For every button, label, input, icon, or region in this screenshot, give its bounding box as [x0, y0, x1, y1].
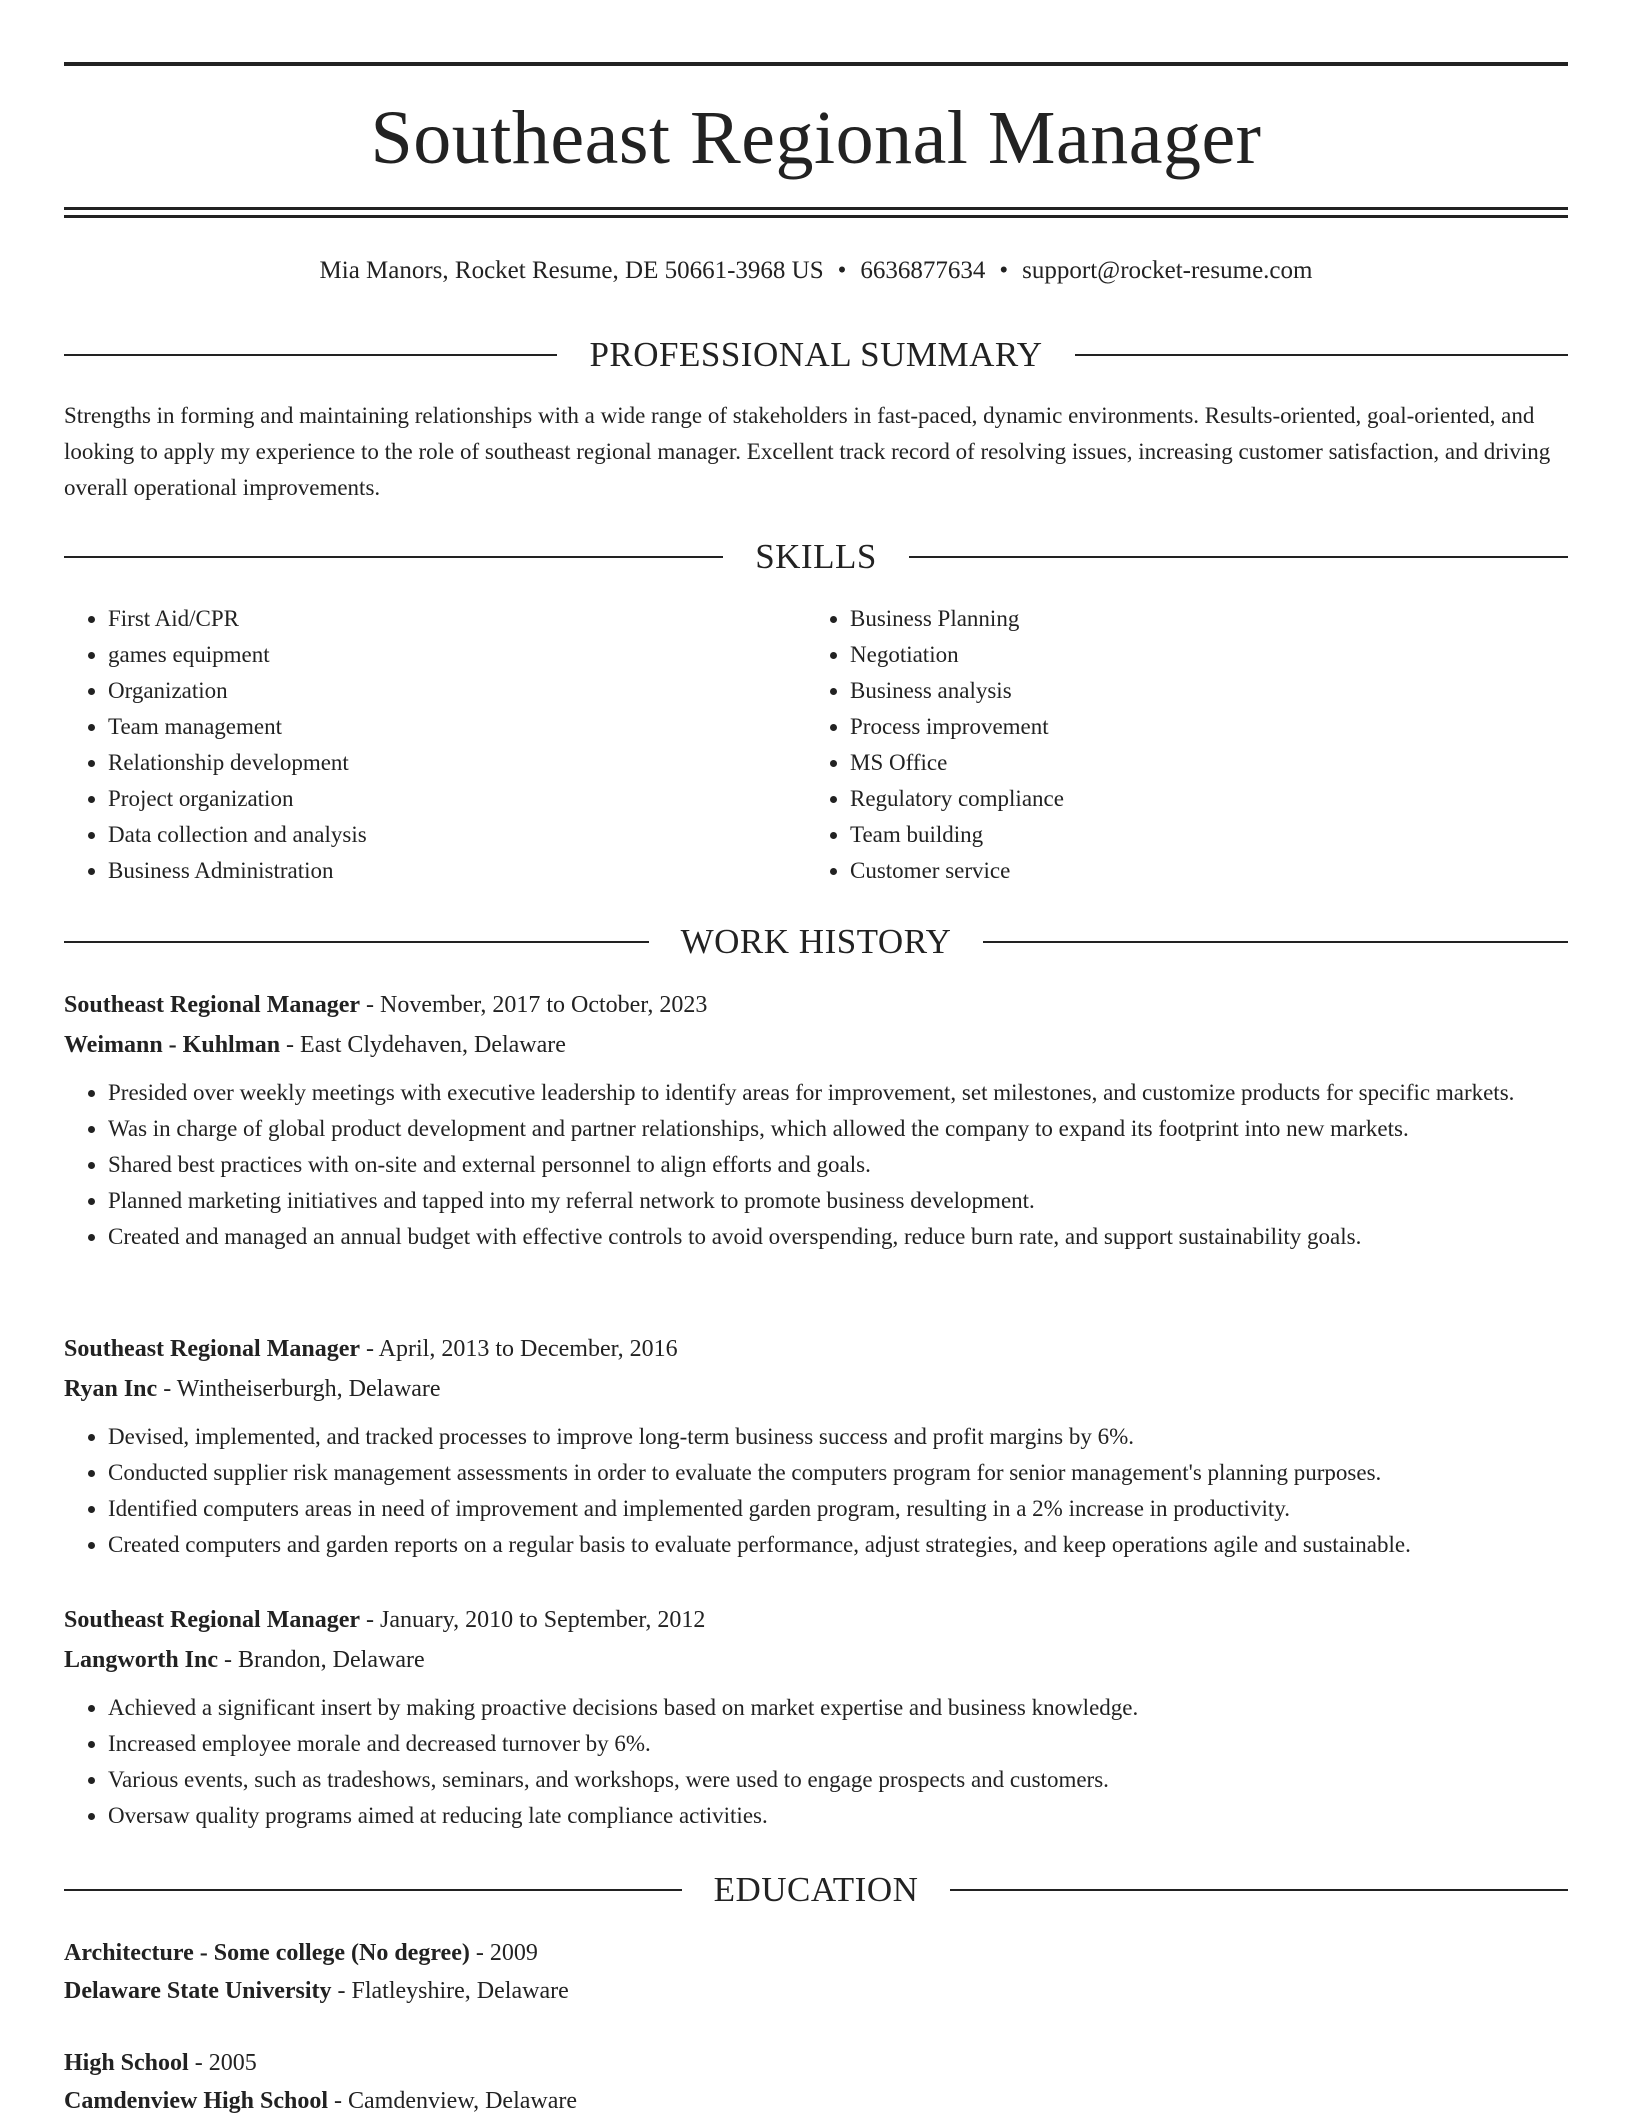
job-bullet: • Was in charge of global product development and partner relationships, which allowed the company to expand its footprint into new markets.	[108, 1111, 1568, 1147]
contact-address: Mia Manors, Rocket Resume, DE 50661-3968 US	[319, 257, 824, 284]
header-double-rule	[64, 207, 1568, 218]
skills-section-heading	[64, 535, 1568, 579]
job-company-line	[64, 1025, 1568, 1065]
education-school: Delaware State University	[64, 1978, 332, 2004]
skill-item: • Negotiation	[850, 637, 1548, 673]
heading-rule-left	[64, 556, 723, 558]
job-company-line	[64, 1369, 1568, 1409]
contact-email: support@rocket-resume.com	[1022, 257, 1313, 284]
education-location: - Flatleyshire, Delaware	[331, 1978, 569, 2004]
summary-section-heading	[64, 333, 1568, 377]
job-bullet: • Shared best practices with on-site and external personnel to align efforts and goals.	[108, 1147, 1568, 1183]
heading-rule-left	[64, 941, 649, 943]
job-title-line	[64, 1329, 1568, 1369]
job-bullets	[64, 1075, 1568, 1255]
work-heading-label: WORK HISTORY	[680, 922, 952, 961]
education-location: - Camdenview, Delaware	[328, 2088, 578, 2114]
job-bullet: • Devised, implemented, and tracked processes to improve long-term business success and profit margins by 6%.	[108, 1419, 1568, 1455]
skills-column-left	[64, 601, 806, 889]
job-bullets	[64, 1419, 1568, 1563]
education-school: Camdenview High School	[64, 2088, 329, 2114]
skills-list	[64, 601, 1568, 889]
skill-item: • Team management	[108, 709, 806, 745]
skill-item: • Data collection and analysis	[108, 817, 806, 853]
skill-item: • Business Administration	[108, 853, 806, 889]
education-section-heading	[64, 1868, 1568, 1912]
skill-item: • Team building	[850, 817, 1548, 853]
header-top-rule	[64, 62, 1568, 66]
education-school-line	[64, 2082, 1568, 2120]
skills-heading-label: SKILLS	[755, 537, 877, 576]
skill-item: • Regulatory compliance	[850, 781, 1548, 817]
education-heading-label: EDUCATION	[713, 1870, 919, 1909]
summary-heading-label: PROFESSIONAL SUMMARY	[589, 335, 1043, 374]
job-bullet: • Presided over weekly meetings with executive leadership to identify areas for improvement, set milestones, and customize products for specific markets.	[108, 1075, 1568, 1111]
job-bullet: • Identified computers areas in need of improvement and implemented garden program, resulting in a 2% increase in productivity.	[108, 1491, 1568, 1527]
job-bullet: • Conducted supplier risk management assessments in order to evaluate the computers program for senior management's planning purposes.	[108, 1455, 1568, 1491]
education-degree-line	[64, 2044, 1568, 2082]
job-title-line	[64, 985, 1568, 1025]
job-bullet: • Oversaw quality programs aimed at reducing late compliance activities.	[108, 1798, 1568, 1834]
heading-rule-right	[950, 1889, 1568, 1891]
job-entry	[64, 985, 1568, 1255]
education-degree-line	[64, 1934, 1568, 1972]
job-entry	[64, 1329, 1568, 1563]
job-location: - East Clydehaven, Delaware	[280, 1032, 566, 1058]
heading-rule-left	[64, 1889, 682, 1891]
skills-column-right	[806, 601, 1548, 889]
job-company: Ryan Inc	[64, 1376, 158, 1402]
heading-rule-left	[64, 354, 557, 356]
job-bullet: • Created and managed an annual budget with effective controls to avoid overspending, reduce burn rate, and support sustainability goals.	[108, 1219, 1568, 1255]
job-entry	[64, 1600, 1568, 1834]
education-entry	[64, 1934, 1568, 2010]
job-company: Langworth Inc	[64, 1647, 219, 1673]
professional-summary-text: Strengths in forming and maintaining relationships with a wide range of stakeholders in fast-paced, dynamic environments. Results-oriented, goal-oriented, and looking to apply my experience to the role of southeast regional manager. Excellent track record of resolving issues, increasing customer satisfaction, and driving overall operational improvements.	[64, 403, 1551, 500]
skill-item: • Relationship development	[108, 745, 806, 781]
contact-separator: •	[837, 257, 847, 284]
skill-item: • Project organization	[108, 781, 806, 817]
job-location: - Wintheiserburgh, Delaware	[157, 1376, 441, 1402]
job-bullet: • Increased employee morale and decreased turnover by 6%.	[108, 1726, 1568, 1762]
job-title: Southeast Regional Manager	[64, 992, 360, 1018]
skill-item: • First Aid/CPR	[108, 601, 806, 637]
job-dates: - January, 2010 to September, 2012	[360, 1607, 706, 1633]
education-entry	[64, 2044, 1568, 2120]
job-company: Weimann - Kuhlman	[64, 1032, 281, 1058]
education-degree: Architecture - Some college (No degree)	[64, 1940, 470, 1966]
skill-item: • Business analysis	[850, 673, 1548, 709]
job-title-line	[64, 1600, 1568, 1640]
resume-title: Southeast Regional Manager	[370, 96, 1262, 180]
skill-item: • Customer service	[850, 853, 1548, 889]
contact-phone: 6636877634	[860, 257, 986, 284]
job-bullet: • Achieved a significant insert by making proactive decisions based on market expertise and business knowledge.	[108, 1690, 1568, 1726]
job-dates: - November, 2017 to October, 2023	[360, 992, 708, 1018]
skill-item: • Business Planning	[850, 601, 1548, 637]
heading-rule-right	[909, 556, 1568, 558]
skill-item: • MS Office	[850, 745, 1548, 781]
contact-separator: •	[999, 257, 1009, 284]
education-year: - 2009	[469, 1940, 538, 1966]
job-bullet: • Various events, such as tradeshows, seminars, and workshops, were used to engage prospects and customers.	[108, 1762, 1568, 1798]
job-title: Southeast Regional Manager	[64, 1607, 360, 1633]
job-bullets	[64, 1690, 1568, 1834]
education-degree: High School	[64, 2050, 189, 2076]
job-company-line	[64, 1640, 1568, 1680]
contact-line	[64, 254, 1568, 288]
job-location: - Brandon, Delaware	[218, 1647, 425, 1673]
job-title: Southeast Regional Manager	[64, 1336, 360, 1362]
job-bullet: • Created computers and garden reports on a regular basis to evaluate performance, adjust strategies, and keep operations agile and sustainable.	[108, 1527, 1568, 1563]
job-dates: - April, 2013 to December, 2016	[360, 1336, 678, 1362]
skill-item: • Process improvement	[850, 709, 1548, 745]
skill-item: • Organization	[108, 673, 806, 709]
education-school-line	[64, 1972, 1568, 2010]
heading-rule-right	[1075, 354, 1568, 356]
heading-rule-right	[983, 941, 1568, 943]
work-section-heading	[64, 920, 1568, 964]
skill-item: • games equipment	[108, 637, 806, 673]
job-bullet: • Planned marketing initiatives and tapped into my referral network to promote business development.	[108, 1183, 1568, 1219]
education-year: - 2005	[188, 2050, 257, 2076]
